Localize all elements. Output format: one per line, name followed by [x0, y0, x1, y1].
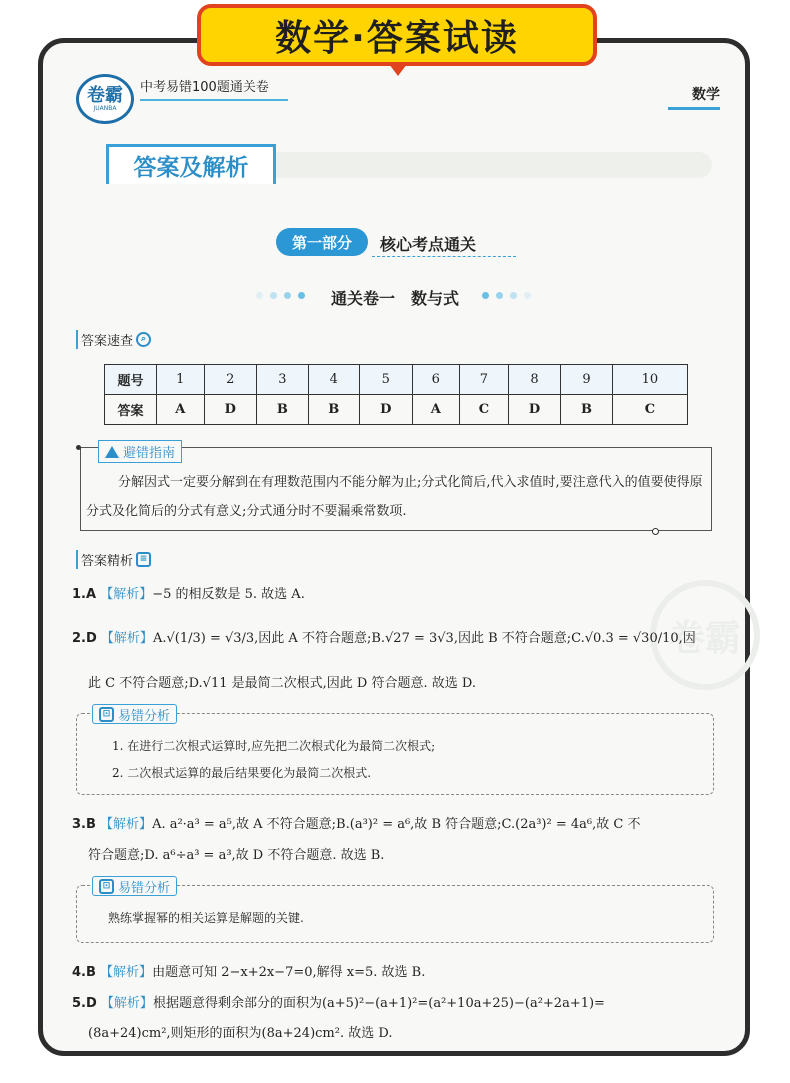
cell-answer: C	[612, 395, 687, 425]
section-title: 答案及解析	[106, 144, 276, 184]
question-5	[72, 992, 605, 1011]
row-label: 答案	[105, 395, 157, 425]
question-text: A.√(1/3) = √3/3,因此 A 不符合题意;B.√27 = 3√3,因此 B 不符合题意;C.√0.3 = √30/10,因	[152, 631, 696, 646]
row-label: 题号	[105, 365, 157, 395]
question-number: 4.B	[72, 965, 96, 980]
question-1	[72, 583, 305, 602]
analysis-icon: ⊡	[99, 707, 114, 722]
cell-number: 10	[612, 365, 687, 395]
cell-answer: D	[508, 395, 561, 425]
analysis-tag: 【解析】	[100, 631, 153, 646]
cell-number: 6	[412, 365, 460, 395]
question-text: −5 的相反数是 5. 故选 A.	[152, 587, 305, 602]
guide-label	[98, 440, 182, 463]
error-analysis-item: 2. 二次根式运算的最后结果要化为最简二次根式.	[112, 766, 372, 780]
cell-answer: B	[308, 395, 359, 425]
logo-subtext: JUANBA	[93, 104, 117, 112]
cell-answer: A	[412, 395, 460, 425]
cell-answer: D	[359, 395, 412, 425]
analysis-icon: ⊡	[99, 879, 114, 894]
part-underline	[372, 256, 516, 257]
cell-number: 2	[204, 365, 257, 395]
table-row	[105, 395, 688, 425]
subject-tag: 数学	[668, 84, 720, 110]
analysis-tag: 【解析】	[100, 996, 153, 1011]
cell-answer: B	[561, 395, 612, 425]
quick-check-heading	[76, 330, 151, 349]
cell-number: 7	[460, 365, 509, 395]
question-number: 1.A	[72, 587, 97, 602]
watermark-logo: 卷霸	[650, 580, 760, 690]
guide-ring	[652, 528, 659, 535]
title-dots-right	[482, 292, 531, 299]
guide-text: 分解因式一定要分解到在有理数范围内不能分解为止;分式化简后,代入求值时,要注意代入的值要使得原分式及化简后的分式有意义;分式通分时不要漏乘常数项.	[86, 475, 703, 519]
question-2	[72, 627, 696, 646]
brand-logo	[76, 74, 134, 124]
cell-number: 4	[308, 365, 359, 395]
paper-title: 通关卷一 数与式	[330, 289, 459, 308]
error-analysis-label-text: 易错分析	[118, 708, 171, 724]
question-3	[72, 813, 640, 832]
cell-answer: C	[460, 395, 509, 425]
cell-number: 9	[561, 365, 612, 395]
question-text: 由题意可知 2−x+2x−7=0,解得 x=5. 故选 B.	[152, 965, 426, 980]
question-text: A. a²·a³ = a⁵,故 A 不符合题意;B.(a³)² = a⁶,故 B 符合题意;C.(2a³)² = 4a⁶,故 C 不	[152, 817, 641, 832]
question-4	[72, 961, 425, 980]
cell-number: 5	[359, 365, 412, 395]
question-3-cont: 符合题意;D. a⁶÷a³ = a³,故 D 不符合题意. 故选 B.	[88, 848, 385, 863]
question-text: 根据题意得剩余部分的面积为(a+5)²−(a+1)²=(a²+10a+25)−(a²+2a+1)=	[152, 996, 605, 1011]
banner-pointer	[389, 64, 407, 76]
analysis-tag: 【解析】	[100, 817, 153, 832]
table-row	[105, 365, 688, 395]
logo-text: 卷霸	[87, 84, 123, 106]
error-analysis-item: 1. 在进行二次根式运算时,应先把二次根式化为最简二次根式;	[112, 739, 436, 753]
error-analysis-box	[76, 713, 714, 795]
analysis-tag: 【解析】	[100, 587, 153, 602]
search-icon: ⌕	[136, 332, 151, 347]
part-label: 第一部分	[276, 228, 368, 256]
quick-check-label: 答案速查	[81, 334, 134, 349]
cell-number: 8	[508, 365, 561, 395]
question-5-cont: (8a+24)cm²,则矩形的面积为(8a+24)cm². 故选 D.	[88, 1026, 393, 1041]
document-icon: ≡	[136, 552, 151, 567]
cell-answer: D	[204, 395, 257, 425]
question-number: 2.D	[72, 631, 97, 646]
question-number: 5.D	[72, 996, 97, 1011]
error-analysis-label	[92, 704, 177, 724]
cell-answer: A	[157, 395, 205, 425]
guide-dot	[76, 445, 81, 450]
error-analysis-item: 熟练掌握幂的相关运算是解题的关键.	[108, 911, 304, 925]
error-analysis-label	[92, 876, 177, 896]
analysis-heading	[76, 550, 151, 569]
error-analysis-label-text: 易错分析	[118, 880, 171, 896]
cell-number: 1	[157, 365, 205, 395]
cell-answer: B	[257, 395, 308, 425]
answer-table	[104, 364, 688, 425]
cell-number: 3	[257, 365, 308, 395]
guide-label-text: 避错指南	[123, 446, 176, 461]
part-title: 核心考点通关	[380, 235, 477, 254]
warning-icon	[105, 446, 119, 458]
question-2-cont: 此 C 不符合题意;D.√11 是最简二次根式,因此 D 符合题意. 故选 D.	[88, 676, 476, 691]
series-title: 中考易错100题通关卷	[140, 76, 288, 101]
banner-title: 数学·答案试读	[197, 4, 597, 66]
analysis-tag: 【解析】	[100, 965, 153, 980]
analysis-label: 答案精析	[81, 554, 134, 569]
question-number: 3.B	[72, 817, 96, 832]
